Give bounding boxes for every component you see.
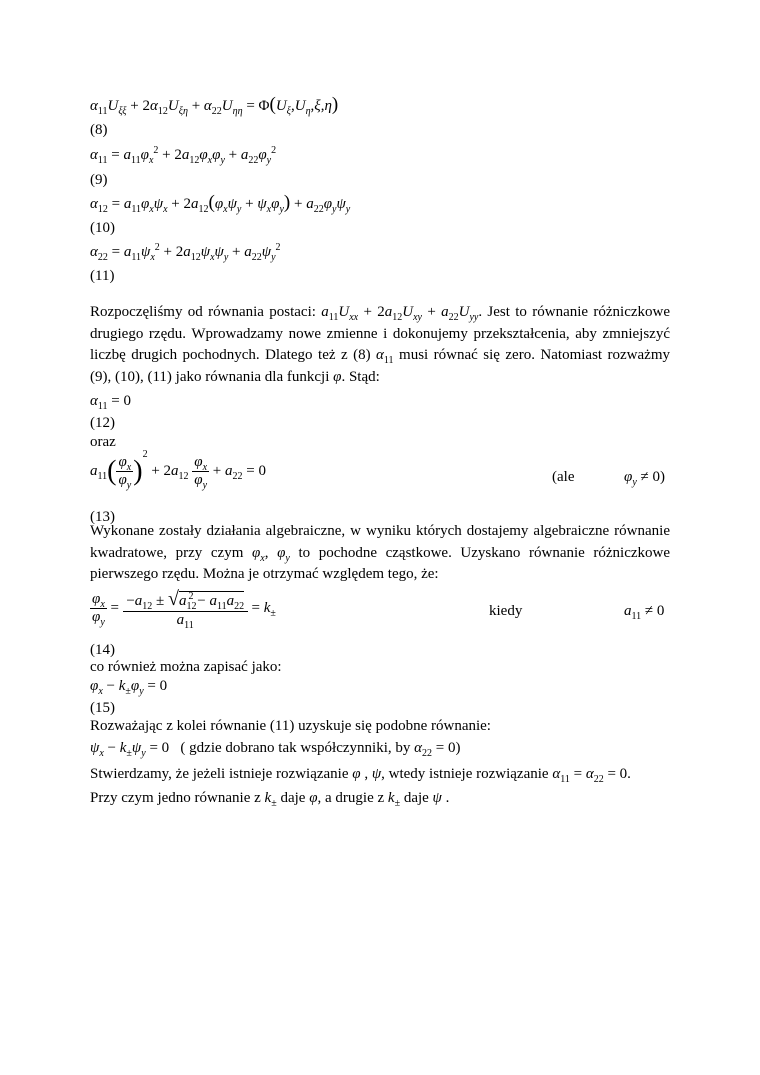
equation-number-13: (13) (90, 509, 115, 525)
condition-ale: (ale (552, 469, 575, 485)
equation-number-9: (9) (90, 172, 108, 188)
condition-a11: $a_{11} \ne 0$ (624, 603, 665, 622)
equation-number-14: (14) (90, 642, 115, 658)
equation-number-8: (8) (90, 122, 108, 138)
equation-alpha11-zero: $\alpha_{11} = 0$ (90, 393, 131, 412)
equation-number-10: (10) (90, 220, 115, 236)
equation-alpha12: $\alpha_{12} = a_{11}\varphi_x\psi_x + 2a_{12}(\varphi_x\psi_y + \psi_x\varphi_y) + a_{22}\varphi_y\psi_y$ (90, 192, 351, 215)
condition-phi-y: $\varphi_y \ne 0$) (624, 469, 665, 488)
equation-canonical: $\alpha_{11}U_{\xi\xi} + 2\alpha_{12}U_{\xi\eta} + \alpha_{22}U_{\eta\eta} = \Phi(U_\xi,U_\eta,\xi,\eta)$ (90, 94, 339, 117)
equation-number-11: (11) (90, 268, 115, 284)
equation-number-15: (15) (90, 700, 115, 716)
paragraph-algebraic: Wykonane zostały działania algebraiczne, w wyniku których dostajemy algebraiczne równanie kwadratowe, przy czym $\varphi_x$, $\varphi_y$ to pochodne cząstkowe. Uzyskano równanie różniczkowe pierwszego rzędu. Można je otrzymać względem tego, że: (90, 523, 671, 582)
text-rozwazajac: Rozważając z kolei równanie (11) uzyskuje się podobne równanie: (90, 718, 491, 734)
word-oraz: oraz (90, 434, 116, 450)
text-co-rowniez: co również można zapisać jako: (90, 659, 282, 675)
equation-alpha22: $\alpha_{22} = a_{11}\psi_x^2 + 2a_{12}\psi_x\psi_y + a_{22}\psi_y^2$ (90, 242, 281, 263)
text-stwierdzamy: Stwierdzamy, że jeżeli istnieje rozwiązanie φ , ψ, wtedy istnieje rozwiązanie $\alpha_{11} = \alpha_{22} = 0$. (90, 766, 631, 785)
paragraph-intro: Rozpoczęliśmy od równania postaci: $a_{11}U_{xx} + 2a_{12}U_{xy} + a_{22}U_{yy}$. Jest to równanie różniczkowe drugiego rzędu. Wprowadzamy nowe zmienne i dokonujemy przekształcenia, aby zmniejszyć liczbę drugich pochodnych. Dlatego też z (8) $\alpha_{11}$ musi równać się zero. Natomiast rozważmy (9), (10), (11) jako równania dla funkcji φ. Stąd: (90, 304, 671, 385)
text-przy-czym: Przy czym jedno równanie z $k_\pm$ daje φ, a drugie z $k_\pm$ daje ψ . (90, 790, 450, 809)
equation-number-12: (12) (90, 415, 115, 431)
word-kiedy: kiedy (489, 603, 523, 619)
equation-psi-line: $\psi_x - k_\pm\psi_y = 0$ ( gdzie dobrano tak współczynniki, by $\alpha_{22} = 0$) (90, 740, 461, 759)
equation-alpha11: $\alpha_{11} = a_{11}\varphi_x^2 + 2a_{12}\varphi_x\varphi_y + a_{22}\varphi_y^2$ (90, 145, 277, 166)
equation-phi-first-order: $\varphi_x - k_\pm\varphi_y = 0$ (90, 678, 168, 697)
equation-quadratic: $a_{11}$( $\frac{\varphi_x}{\varphi_y}$ )$^2 + 2a_{12}$ $\frac{\varphi_x}{\varphi_y}$ + $a_{22} = 0$ (90, 448, 266, 491)
equation-k-pm: $\frac{\varphi_x}{\varphi_y}$ = $\frac{-a_{12} \pm √a_{12}^2 - a_{11}a_{22}}{a_{11}}$ = $k_\pm$ (92, 588, 276, 631)
